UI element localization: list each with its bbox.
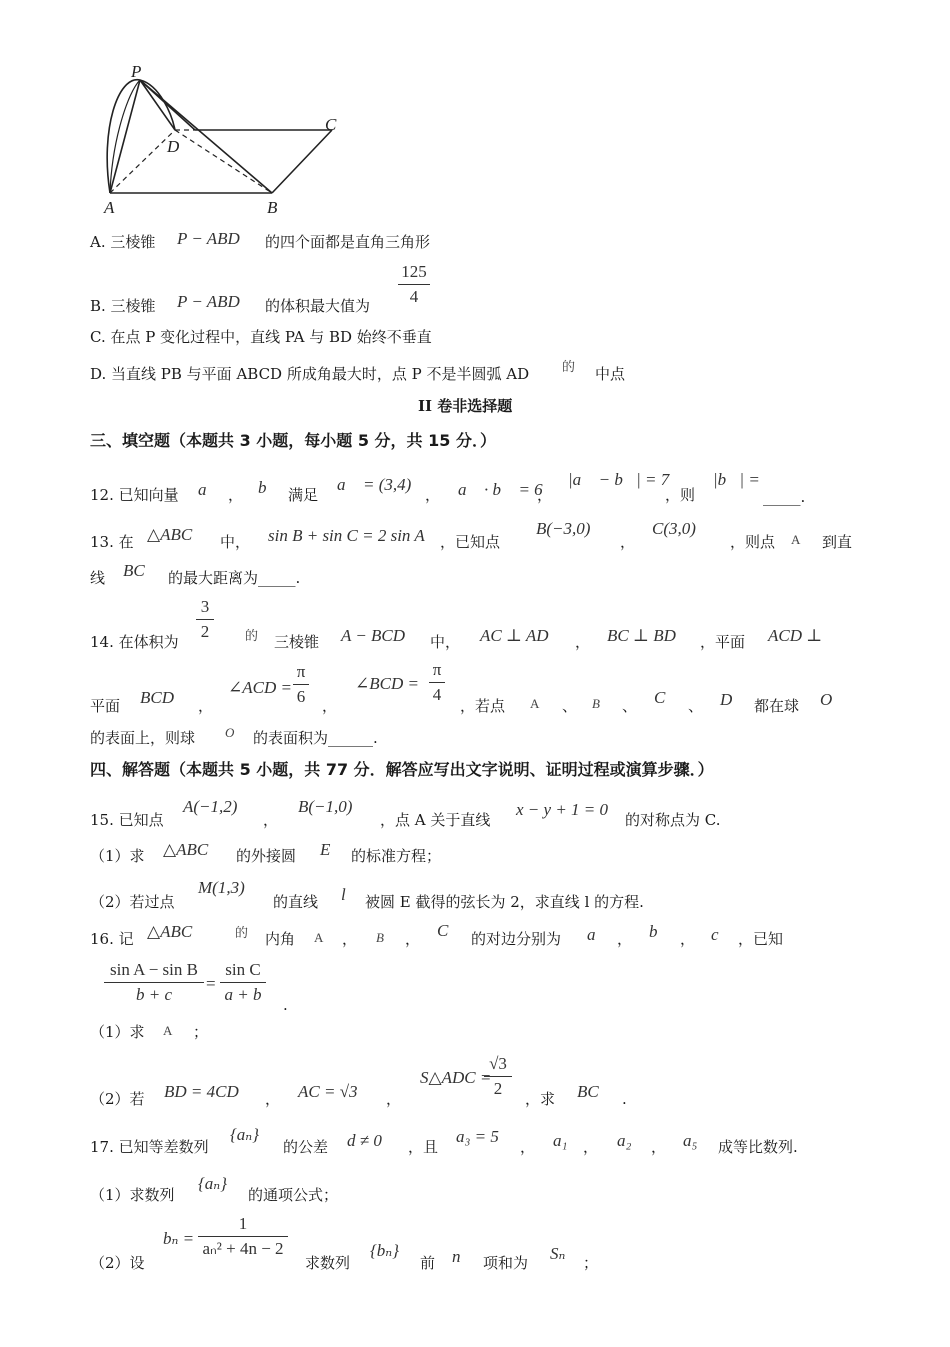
q15-p1a: （1）求 <box>90 847 145 865</box>
q13-comma: ， <box>620 533 636 551</box>
q15-tail: 的对称点为 C. <box>625 811 721 829</box>
q16-yizhi: ，已知 <box>738 930 784 948</box>
q14-ruo: ，若点 <box>460 697 506 715</box>
q16-c2: ， <box>405 930 421 948</box>
q12-ze: ，则 <box>665 486 696 504</box>
option-b-mid: 的体积最大值为 <box>265 297 371 315</box>
q14-perp1: AC ⊥ AD <box>480 626 549 645</box>
q16-dot: . <box>283 996 288 1014</box>
q17-a2: a₂ <box>617 1131 632 1150</box>
q13-xian: 线 <box>90 569 106 587</box>
q16-C: C <box>437 921 449 940</box>
q15-ptA: A(−1,2) <box>183 797 238 816</box>
q15-num: 15. 已知点 <box>90 811 164 829</box>
q17-gongcha: 的公差 <box>283 1138 329 1156</box>
q16-p1A: A <box>163 1023 173 1038</box>
option-a-suffix: 的四个面都是直角三角形 <box>265 233 431 251</box>
q16-equals: = <box>206 974 216 993</box>
q14-line3b: 的表面积为______. <box>253 729 378 747</box>
q17-p2bn: bₙ = <box>163 1229 195 1248</box>
section-title-fill-in: 三、填空题（本题共 3 小题，每小题 5 分，共 15 分．） <box>90 431 496 450</box>
q17-a1: a₁ <box>553 1131 568 1150</box>
q14-O2: O <box>225 725 235 740</box>
option-c: C. 在点 P 变化过程中，直线 PA 与 BD 始终不垂直 <box>90 328 432 346</box>
q14-tet: A − BCD <box>341 626 406 645</box>
q17-qie: ，且 <box>408 1138 439 1156</box>
q13-yzd: ，已知点 <box>440 533 501 551</box>
q12-comma3: ， <box>537 486 553 504</box>
q12-manzu: 满足 <box>288 486 319 504</box>
q15-p2b: 的直线 <box>273 893 319 911</box>
q16-duibian: 的对边分别为 <box>471 930 562 948</box>
q14-D: D <box>720 690 733 709</box>
q14-ang2: ∠BCD = <box>355 674 419 693</box>
q17-a5: a₅ <box>683 1131 698 1150</box>
q14-dun2: 、 <box>622 697 638 715</box>
q12-eq1: a⃗ = (3,4) <box>337 475 412 494</box>
q17-p2n: n <box>452 1247 461 1266</box>
q14-A: A <box>530 696 540 711</box>
q16-p2qiu: ，求 <box>525 1090 556 1108</box>
q16-p2S: S△ADC = <box>420 1068 492 1087</box>
q14-zhong: 中， <box>430 633 461 651</box>
q16-B: B <box>376 930 384 945</box>
q12-blank: _____. <box>763 488 806 506</box>
label-A: A <box>104 198 115 217</box>
q14-pingmian2: 平面 <box>90 697 121 715</box>
q17-a3: a₃ = 5 <box>456 1127 499 1146</box>
q16-c4: ， <box>680 930 696 948</box>
q17-d: d ≠ 0 <box>347 1131 382 1150</box>
q15-comma: ， <box>263 811 279 829</box>
q17-p2xiang: 项和为 <box>483 1254 529 1272</box>
q14-ang1: ∠ACD = <box>228 678 292 697</box>
option-a-math: P − ABD <box>177 229 240 248</box>
q14-volume-fraction: 3 2 <box>196 597 214 642</box>
option-d-end: 中点 <box>595 365 626 383</box>
q12-comma2: ， <box>425 486 441 504</box>
q16-A: A <box>314 930 324 945</box>
option-d-de: 的 <box>562 360 576 375</box>
q16-area-fraction: √3 2 <box>484 1054 512 1099</box>
geometry-figure <box>95 55 355 225</box>
option-b-prefix: B. 三棱锥 <box>90 297 156 315</box>
q17-bn-fraction: 1 aₙ² + 4n − 2 <box>198 1214 288 1259</box>
q16-c: c <box>711 925 719 944</box>
q13-dao: 到直 <box>822 533 853 551</box>
q15-p2M: M(1,3) <box>198 878 245 897</box>
q14-dun3: 、 <box>688 697 704 715</box>
q15-line: x − y + 1 = 0 <box>516 800 609 819</box>
q12-eq2: a⃗ · b⃗ = 6 <box>458 480 543 499</box>
q12-vec-a: a⃗ <box>198 480 220 499</box>
q14-comma2: ， <box>198 697 214 715</box>
q14-comma3: ， <box>322 697 338 715</box>
q17-c1: ， <box>520 1138 536 1156</box>
q16-p2c1: ， <box>265 1090 281 1108</box>
q13-zdian: ，则点 <box>730 533 776 551</box>
q12-comma: ， <box>228 486 244 504</box>
q14-sanleng: 三棱锥 <box>274 633 320 651</box>
q14-de: 的 <box>245 629 259 644</box>
q17-p2end: ； <box>583 1254 599 1272</box>
q16-p2BC: BC <box>577 1082 599 1101</box>
q15-p1b: 的外接圆 <box>236 847 297 865</box>
q13-eq1: sin B + sin C = 2 sin A <box>268 526 425 545</box>
q13-BC: BC <box>123 561 145 580</box>
q15-ptB: B(−1,0) <box>298 797 353 816</box>
q17-p2a: （2）设 <box>90 1254 145 1272</box>
q14-plane2: BCD <box>140 688 174 707</box>
q17-p1b: 的通项公式； <box>248 1186 339 1204</box>
q13-zhong: 中， <box>220 533 251 551</box>
q12-eq4: |b⃗| = <box>713 470 760 489</box>
q14-ang2-fraction: π 4 <box>429 660 445 705</box>
section-title-part2: II 卷非选择题 <box>418 397 513 415</box>
q16-p2eq2: AC = √3 <box>298 1082 358 1101</box>
q12-vec-b: b⃗ <box>258 478 280 497</box>
q16-c3: ， <box>617 930 633 948</box>
q15-p1c: 的标准方程； <box>351 847 442 865</box>
q13-A: A <box>791 532 801 547</box>
q15-p2a: （2）若过点 <box>90 893 175 911</box>
q16-right-fraction: sin C a + b <box>220 960 266 1005</box>
q16-p2a: （2）若 <box>90 1090 145 1108</box>
q17-c2: ， <box>583 1138 599 1156</box>
label-D: D <box>167 137 180 156</box>
q15-mid: ，点 A 关于直线 <box>380 811 491 829</box>
q17-p2qiu: 求数列 <box>305 1254 351 1272</box>
q16-p2end: . <box>622 1090 627 1108</box>
q17-tail: 成等比数列. <box>718 1138 798 1156</box>
q15-p1E: E <box>320 840 331 859</box>
q12-eq3: |a⃗ − b⃗| = 7 <box>568 470 670 489</box>
q14-C: C <box>654 688 666 707</box>
q17-seq: {aₙ} <box>230 1125 259 1144</box>
q13-ptB: B(−3,0) <box>536 519 591 538</box>
q17-c3: ， <box>651 1138 667 1156</box>
q14-comma1: ， <box>575 633 591 651</box>
q12-num: 12. 已知向量 <box>90 486 179 504</box>
q16-left-fraction: sin A − sin B b + c <box>104 960 204 1005</box>
label-B: B <box>267 198 278 217</box>
q17-p2seq: {bₙ} <box>370 1241 399 1260</box>
q13-ptC: C(3,0) <box>652 519 696 538</box>
q14-O: O <box>820 690 833 709</box>
q17-p1a: （1）求数列 <box>90 1186 175 1204</box>
q14-ang1-fraction: π 6 <box>293 662 309 707</box>
q17-num: 17. 已知等差数列 <box>90 1138 209 1156</box>
label-P: P <box>131 62 142 81</box>
q16-neijiao: 内角 <box>265 930 296 948</box>
q14-plane1: ACD ⊥ <box>768 626 823 645</box>
q13-tri: △ABC <box>147 525 193 544</box>
q17-p2qian: 前 <box>420 1254 436 1272</box>
q14-line3a: 的表面上，则球 <box>90 729 196 747</box>
q14-B: B <box>592 696 600 711</box>
q16-p2c2: ， <box>386 1090 402 1108</box>
section-title-solutions: 四、解答题（本题共 5 小题，共 77 分．解答应写出文字说明、证明过程或演算步骤．） <box>90 760 714 779</box>
label-C: C <box>325 115 337 134</box>
q16-p1a: （1）求 <box>90 1023 145 1041</box>
q16-c1: ， <box>342 930 358 948</box>
q13-num: 13. 在 <box>90 533 134 551</box>
q16-num: 16. 记 <box>90 930 134 948</box>
q16-de: 的 <box>235 926 249 941</box>
q14-perp2: BC ⊥ BD <box>607 626 676 645</box>
q14-zaiqiu: 都在球 <box>754 697 800 715</box>
q15-p2c: 被圆 E 截得的弦长为 2，求直线 l 的方程. <box>365 893 644 911</box>
q16-b: b <box>649 922 658 941</box>
q14-dun1: 、 <box>562 697 578 715</box>
q14-num: 14. 在体积为 <box>90 633 179 651</box>
q14-pingmian: ，平面 <box>700 633 746 651</box>
option-d: D. 当直线 PB 与平面 ABCD 所成角最大时，点 P 不是半圆弧 AD <box>90 365 530 383</box>
q16-tri: △ABC <box>147 922 193 941</box>
option-b-math: P − ABD <box>177 292 240 311</box>
q17-p2S: Sₙ <box>550 1244 566 1263</box>
q16-p2eq1: BD = 4CD <box>164 1082 239 1101</box>
option-b-fraction: 125 4 <box>398 262 430 307</box>
q17-p1seq: {aₙ} <box>198 1174 227 1193</box>
q13-tail: 的最大距离为_____. <box>168 569 301 587</box>
option-a-prefix: A. 三棱锥 <box>90 233 156 251</box>
q16-a: a <box>587 925 596 944</box>
q15-p1tri: △ABC <box>163 840 209 859</box>
q16-p1b: ； <box>193 1023 209 1041</box>
q15-p2l: l <box>341 885 346 904</box>
